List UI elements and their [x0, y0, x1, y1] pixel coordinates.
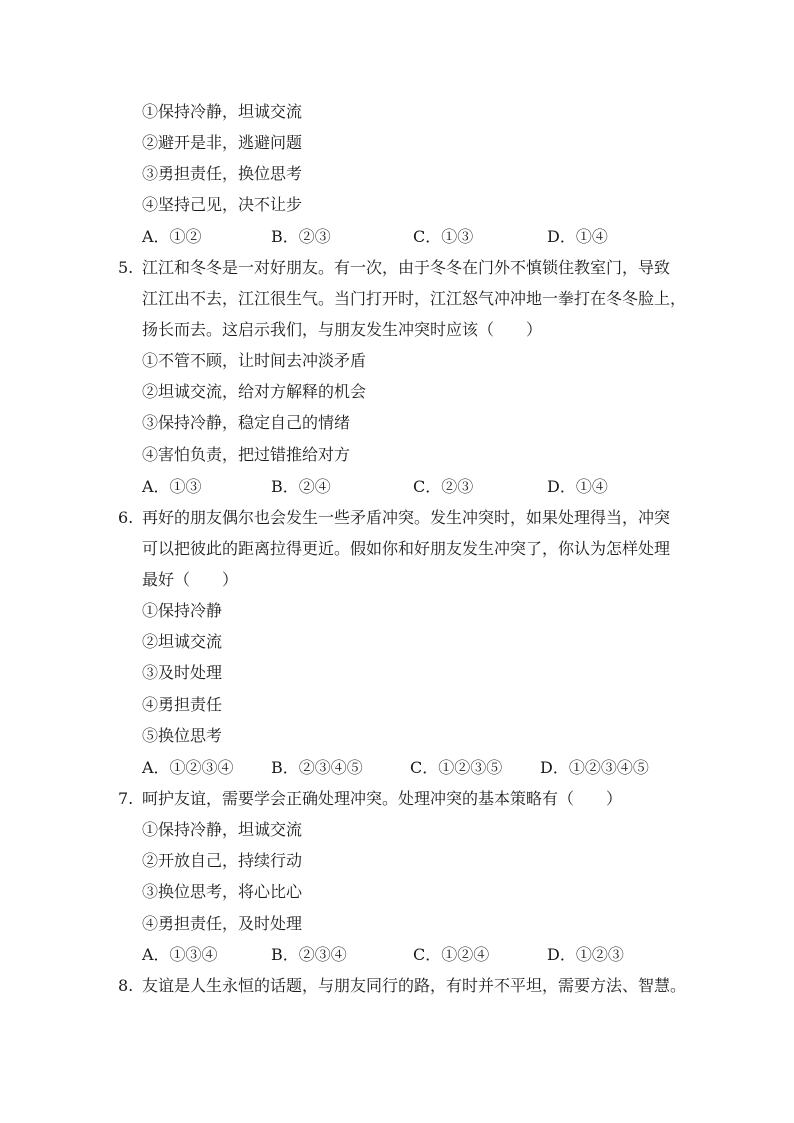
q5-option-3: ③保持冷静，稳定自己的情绪 — [142, 413, 351, 432]
q5-choice-a[interactable]: A．①③ — [142, 477, 202, 496]
q7-option-3: ③换位思考，将心比心 — [142, 882, 303, 901]
q6-choice-c[interactable]: C．①②③⑤ — [410, 758, 503, 777]
q6-option-2: ②坦诚交流 — [142, 632, 223, 651]
q5-stem-line-1: 江江和冬冬是一对好朋友。有一次，由于冬冬在门外不慎锁住教室门，导致 — [142, 258, 671, 277]
q7-option-4: ④勇担责任，及时处理 — [142, 914, 303, 933]
q5-choice-d[interactable]: D．①④ — [547, 477, 608, 496]
q5-stem-line-2: 江江出不去，江江很生气。当门打开时，江江怒气冲冲地一拳打在冬冬脸上， — [142, 289, 687, 308]
q7-choices — [142, 945, 682, 965]
q6-option-3: ③及时处理 — [142, 663, 223, 682]
q6-stem-line-2: 可以把彼此的距离拉得更近。假如你和好朋友发生冲突了，你认为怎样处理 — [142, 539, 671, 558]
q5-option-2: ②坦诚交流，给对方解释的机会 — [142, 382, 367, 401]
q4-option-2: ②避开是非，逃避问题 — [142, 133, 303, 152]
q6-stem-line-3: 最好（ ） — [142, 570, 239, 589]
q7-stem-line-1: 呵护友谊，需要学会正确处理冲突。处理冲突的基本策略有（ ） — [142, 789, 623, 808]
q6-option-5: ⑤换位思考 — [142, 726, 223, 745]
q7-choice-d[interactable]: D．①②③ — [547, 945, 624, 964]
q7-choice-c[interactable]: C．①②④ — [413, 945, 490, 964]
q6-option-4: ④勇担责任 — [142, 695, 223, 714]
q4-option-3: ③勇担责任，换位思考 — [142, 164, 303, 183]
q8-stem-line-1: 友谊是人生永恒的话题，与朋友同行的路，有时并不平坦，需要方法、智慧。 — [142, 976, 687, 995]
q4-option-4: ④坚持己见，决不让步 — [142, 195, 303, 214]
q6-choice-b[interactable]: B．②③④⑤ — [271, 758, 363, 777]
q5-choices — [142, 477, 682, 497]
q5-option-1: ①不管不顾，让时间去冲淡矛盾 — [142, 351, 367, 370]
q5-stem-line-3: 扬长而去。这启示我们，与朋友发生冲突时应该（ ） — [142, 320, 543, 339]
q6-choices — [142, 758, 682, 778]
q6-number: 6. — [118, 508, 134, 527]
q8-number: 8. — [118, 976, 134, 995]
q5-choice-c[interactable]: C．②③ — [413, 477, 474, 496]
q4-choice-d[interactable]: D．①④ — [547, 227, 608, 246]
q5-choice-b[interactable]: B．②④ — [271, 477, 331, 496]
q4-option-1: ①保持冷静，坦诚交流 — [142, 102, 303, 121]
q5-number: 5. — [118, 258, 134, 277]
q5-option-4: ④害怕负责，把过错推给对方 — [142, 445, 351, 464]
q6-stem-line-1: 再好的朋友偶尔也会发生一些矛盾冲突。发生冲突时，如果处理得当，冲突 — [142, 508, 671, 527]
q6-choice-a[interactable]: A．①②③④ — [142, 758, 234, 777]
q6-choice-d[interactable]: D．①②③④⑤ — [540, 758, 649, 777]
q4-choices — [142, 227, 682, 247]
q4-choice-a[interactable]: A．①② — [142, 227, 202, 246]
q7-option-2: ②开放自己，持续行动 — [142, 851, 303, 870]
q7-choice-a[interactable]: A．①③④ — [142, 945, 218, 964]
q7-choice-b[interactable]: B．②③④ — [271, 945, 347, 964]
q6-option-1: ①保持冷静 — [142, 601, 223, 620]
q4-choice-b[interactable]: B．②③ — [271, 227, 331, 246]
q7-option-1: ①保持冷静，坦诚交流 — [142, 820, 303, 839]
q4-choice-c[interactable]: C．①③ — [413, 227, 474, 246]
q7-number: 7. — [118, 789, 134, 808]
